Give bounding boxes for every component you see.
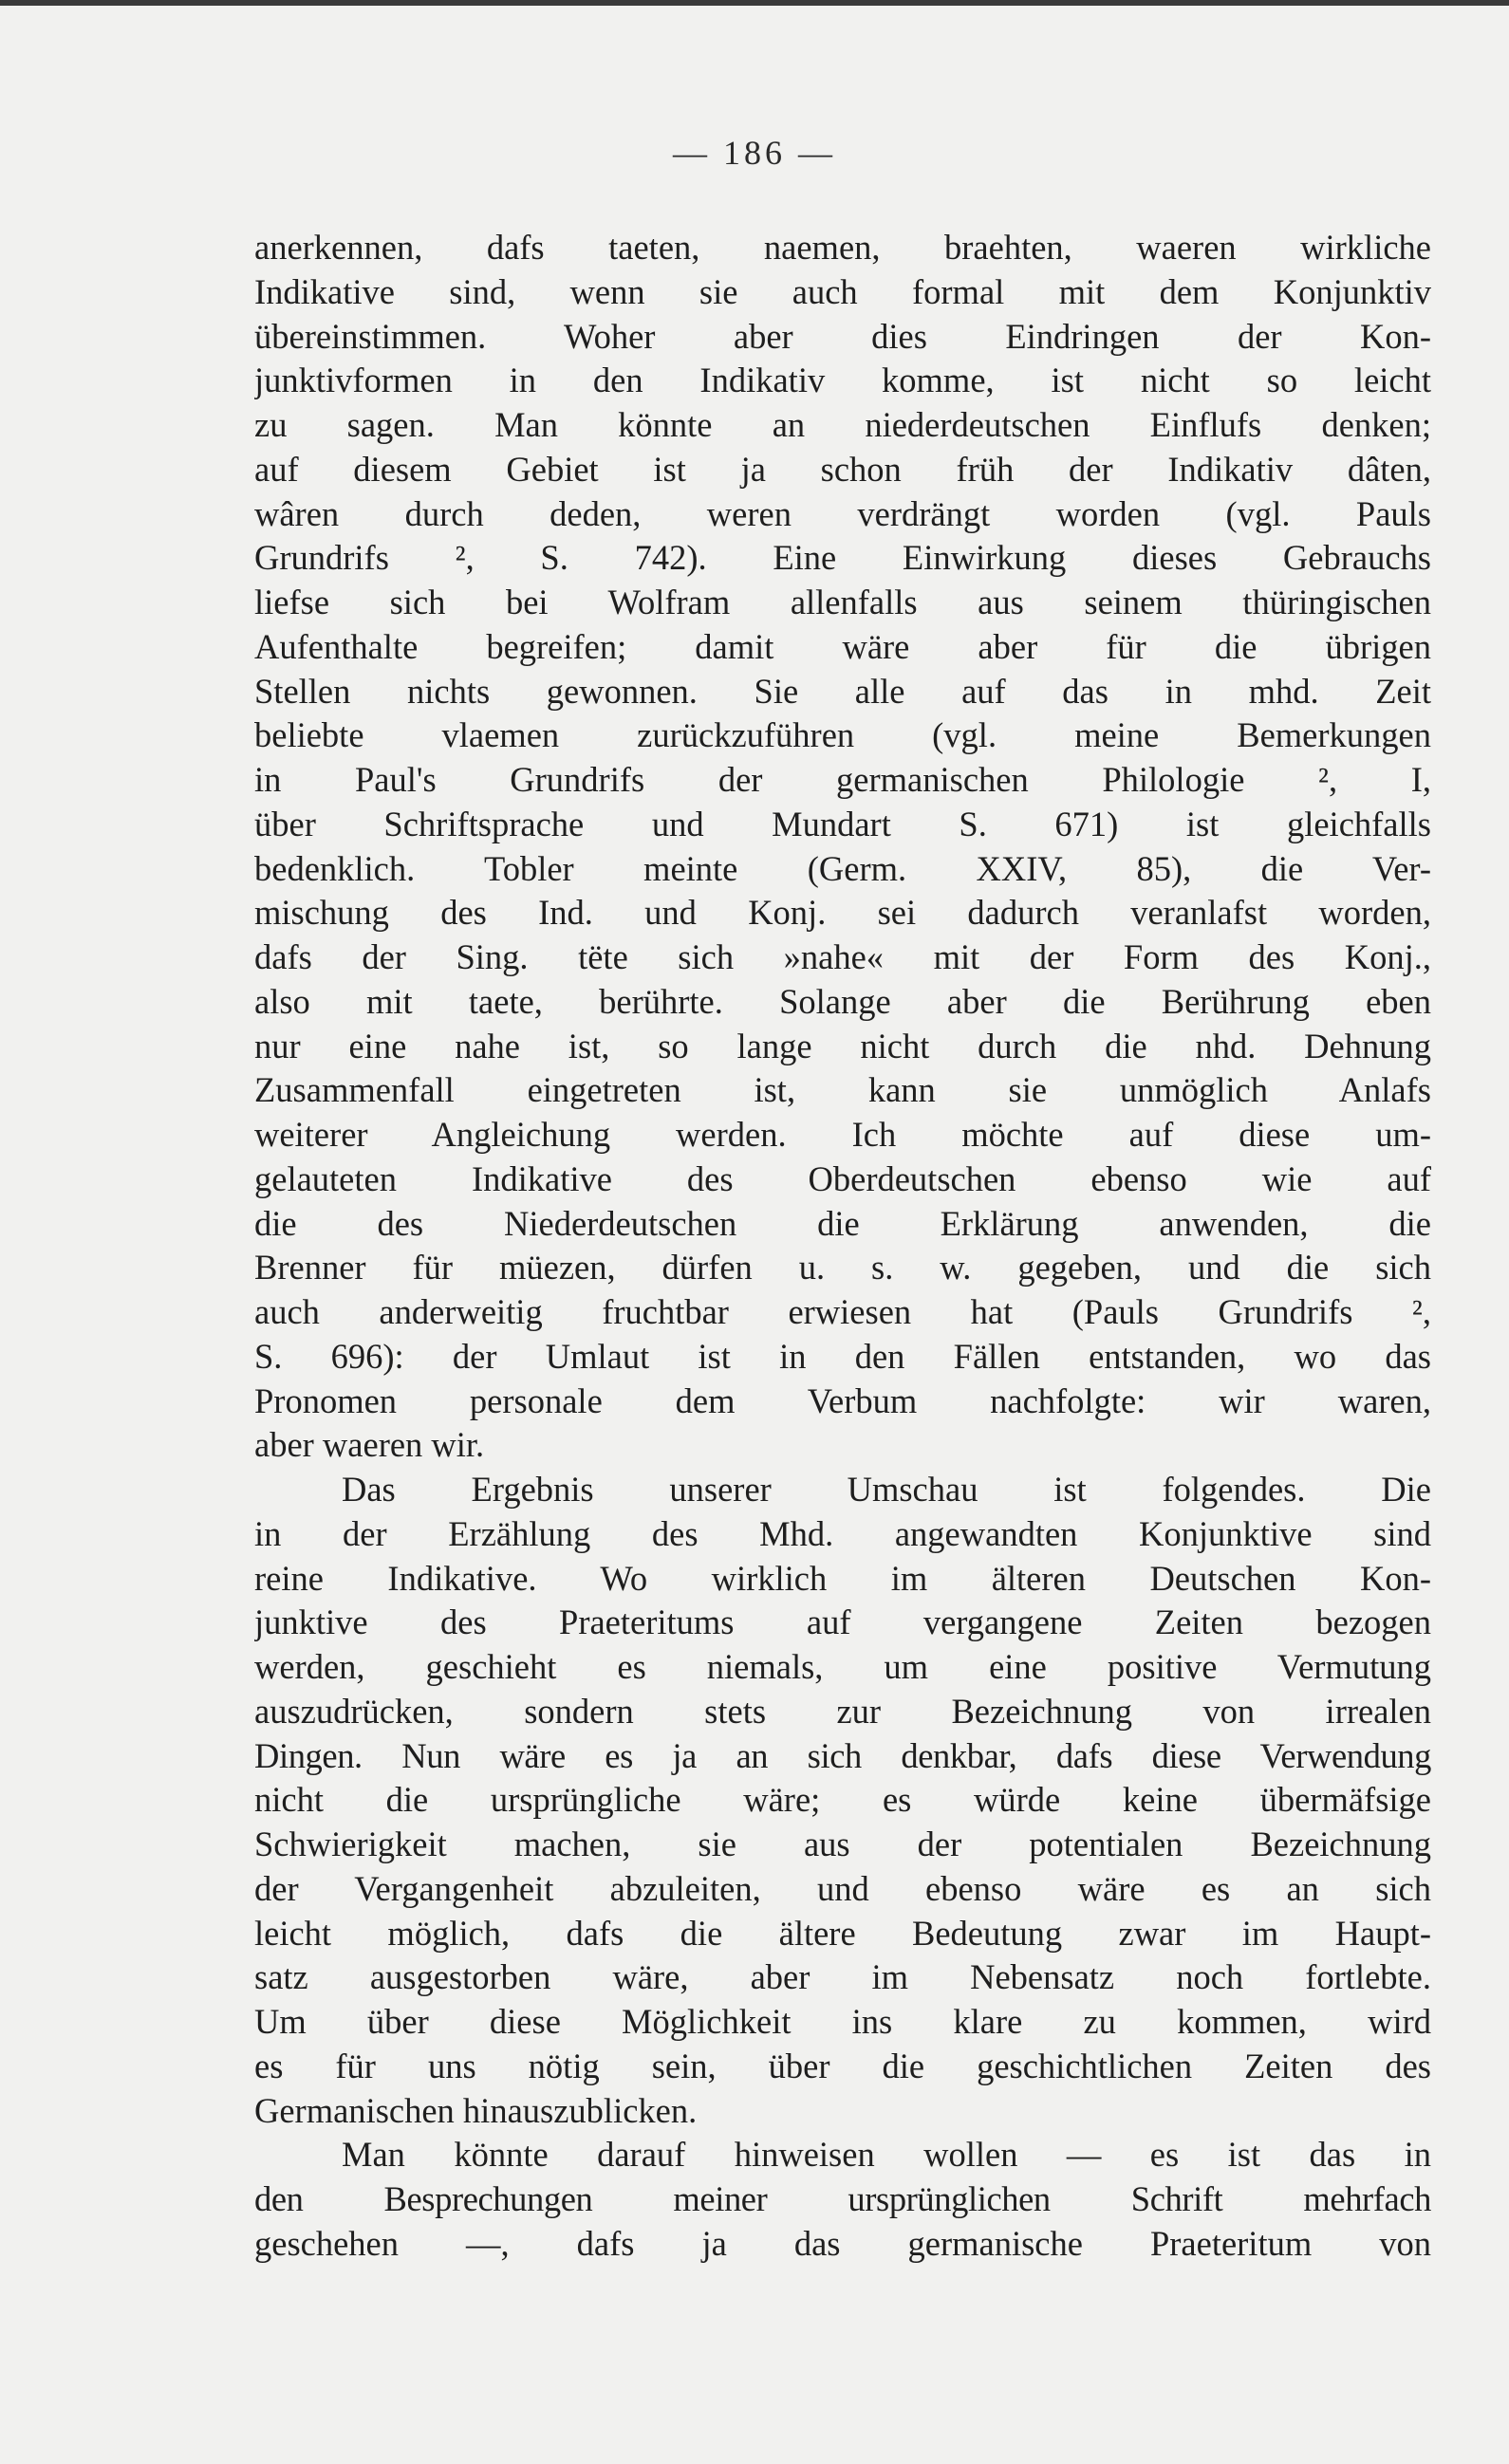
text-line: es für uns nötig sein, über die geschichtlichen Zeiten des [254,2046,1431,2085]
text-line: übereinstimmen. Woher aber dies Eindringen der Kon- [254,316,1431,356]
text-line: also mit taete, berührte. Solange aber die Berührung eben [254,981,1431,1021]
text-line: leicht möglich, dafs die ältere Bedeutung zwar im Haupt- [254,1913,1431,1953]
text-line: Dingen. Nun wäre es ja an sich denkbar, dafs diese Verwendung [254,1735,1431,1775]
text-line: auch anderweitig fruchtbar erwiesen hat (Pauls Grundrifs ², [254,1292,1431,1331]
text-line: zu sagen. Man könnte an niederdeutschen Einflufs denken; [254,405,1431,444]
text-line: auf diesem Gebiet ist ja schon früh der Indikativ dâten, [254,449,1431,489]
text-line: Aufenthalte begreifen; damit wäre aber für die übrigen [254,626,1431,666]
text-line: nur eine nahe ist, so lange nicht durch die nhd. Dehnung [254,1026,1431,1065]
text-line: gelauteten Indikative des Oberdeutschen ebenso wie auf [254,1158,1431,1198]
text-line-paragraph-start: Man könnte darauf hinweisen wollen — es ist das in [342,2135,1431,2175]
text-line: in Paul's Grundrifs der germanischen Philologie ², I, [254,760,1431,799]
text-line: Grundrifs ², S. 742). Eine Einwirkung dieses Gebrauchs [254,538,1431,578]
text-line: Zusammenfall eingetreten ist, kann sie unmöglich Anlafs [254,1070,1431,1110]
page-number-header: — 186 — [673,134,836,172]
text-line: in der Erzählung des Mhd. angewandten Konjunktive sind [254,1513,1431,1553]
text-line: dafs der Sing. tëte sich »nahe« mit der Form des Konj., [254,937,1431,976]
text-line: werden, geschieht es niemals, um eine positive Vermutung [254,1647,1431,1686]
page-top-edge [0,0,1509,6]
text-line: Um über diese Möglichkeit ins klare zu kommen, wird [254,2002,1431,2041]
text-line: wâren durch deden, weren verdrängt worden (vgl. Pauls [254,493,1431,533]
text-line: satz ausgestorben wäre, aber im Nebensatz noch fortlebte. [254,1957,1431,1997]
text-line: junktivformen in den Indikativ komme, ist nicht so leicht [254,361,1431,400]
text-line: Stellen nichts gewonnen. Sie alle auf das in mhd. Zeit [254,671,1431,711]
text-line: Pronomen personale dem Verbum nachfolgte: wir waren, [254,1380,1431,1420]
text-line: Schwierigkeit machen, sie aus der potentialen Bezeichnung [254,1825,1431,1863]
text-line: geschehen —, dafs ja das germanische Praeteritum von [254,2223,1431,2263]
text-line: den Besprechungen meiner ursprünglichen Schrift mehrfach [254,2179,1431,2218]
text-line: Brenner für müezen, dürfen u. s. w. gegeben, und die sich [254,1248,1431,1288]
text-line: bedenklich. Tobler meinte (Germ. XXIV, 85), die Ver- [254,848,1431,888]
text-line: der Vergangenheit abzuleiten, und ebenso wäre es an sich [254,1868,1431,1908]
text-line: Indikative sind, wenn sie auch formal mit dem Konjunktiv [254,271,1431,311]
body-text [254,226,1431,2267]
text-line: nicht die ursprüngliche wäre; es würde keine übermäfsige [254,1780,1431,1820]
text-line: über Schriftsprache und Mundart S. 671) ist gleichfalls [254,804,1431,843]
text-line: weiterer Angleichung werden. Ich möchte auf diese um- [254,1115,1431,1154]
text-line: liefse sich bei Wolfram allenfalls aus seinem thüringischen [254,583,1431,621]
text-line: auszudrücken, sondern stets zur Bezeichnung von irrealen [254,1691,1431,1731]
text-line: die des Niederdeutschen die Erklärung anwenden, die [254,1203,1431,1243]
text-line-paragraph-end: aber waeren wir. [254,1425,485,1465]
text-line-paragraph-end: Germanischen hinauszublicken. [254,2090,698,2130]
text-line: beliebte vlaemen zurückzuführen (vgl. meine Bemerkungen [254,715,1431,755]
text-line-paragraph-start: Das Ergebnis unserer Umschau ist folgendes. Die [342,1470,1431,1509]
text-line: mischung des Ind. und Konj. sei dadurch veranlafst worden, [254,893,1431,933]
text-line: anerkennen, dafs taeten, naemen, braehten, waeren wirkliche [254,228,1431,267]
text-line: reine Indikative. Wo wirklich im älteren Deutschen Kon- [254,1558,1431,1598]
text-line: S. 696): der Umlaut ist in den Fällen entstanden, wo das [254,1336,1431,1376]
text-line: junktive des Praeteritums auf vergangene Zeiten bezogen [254,1603,1431,1642]
